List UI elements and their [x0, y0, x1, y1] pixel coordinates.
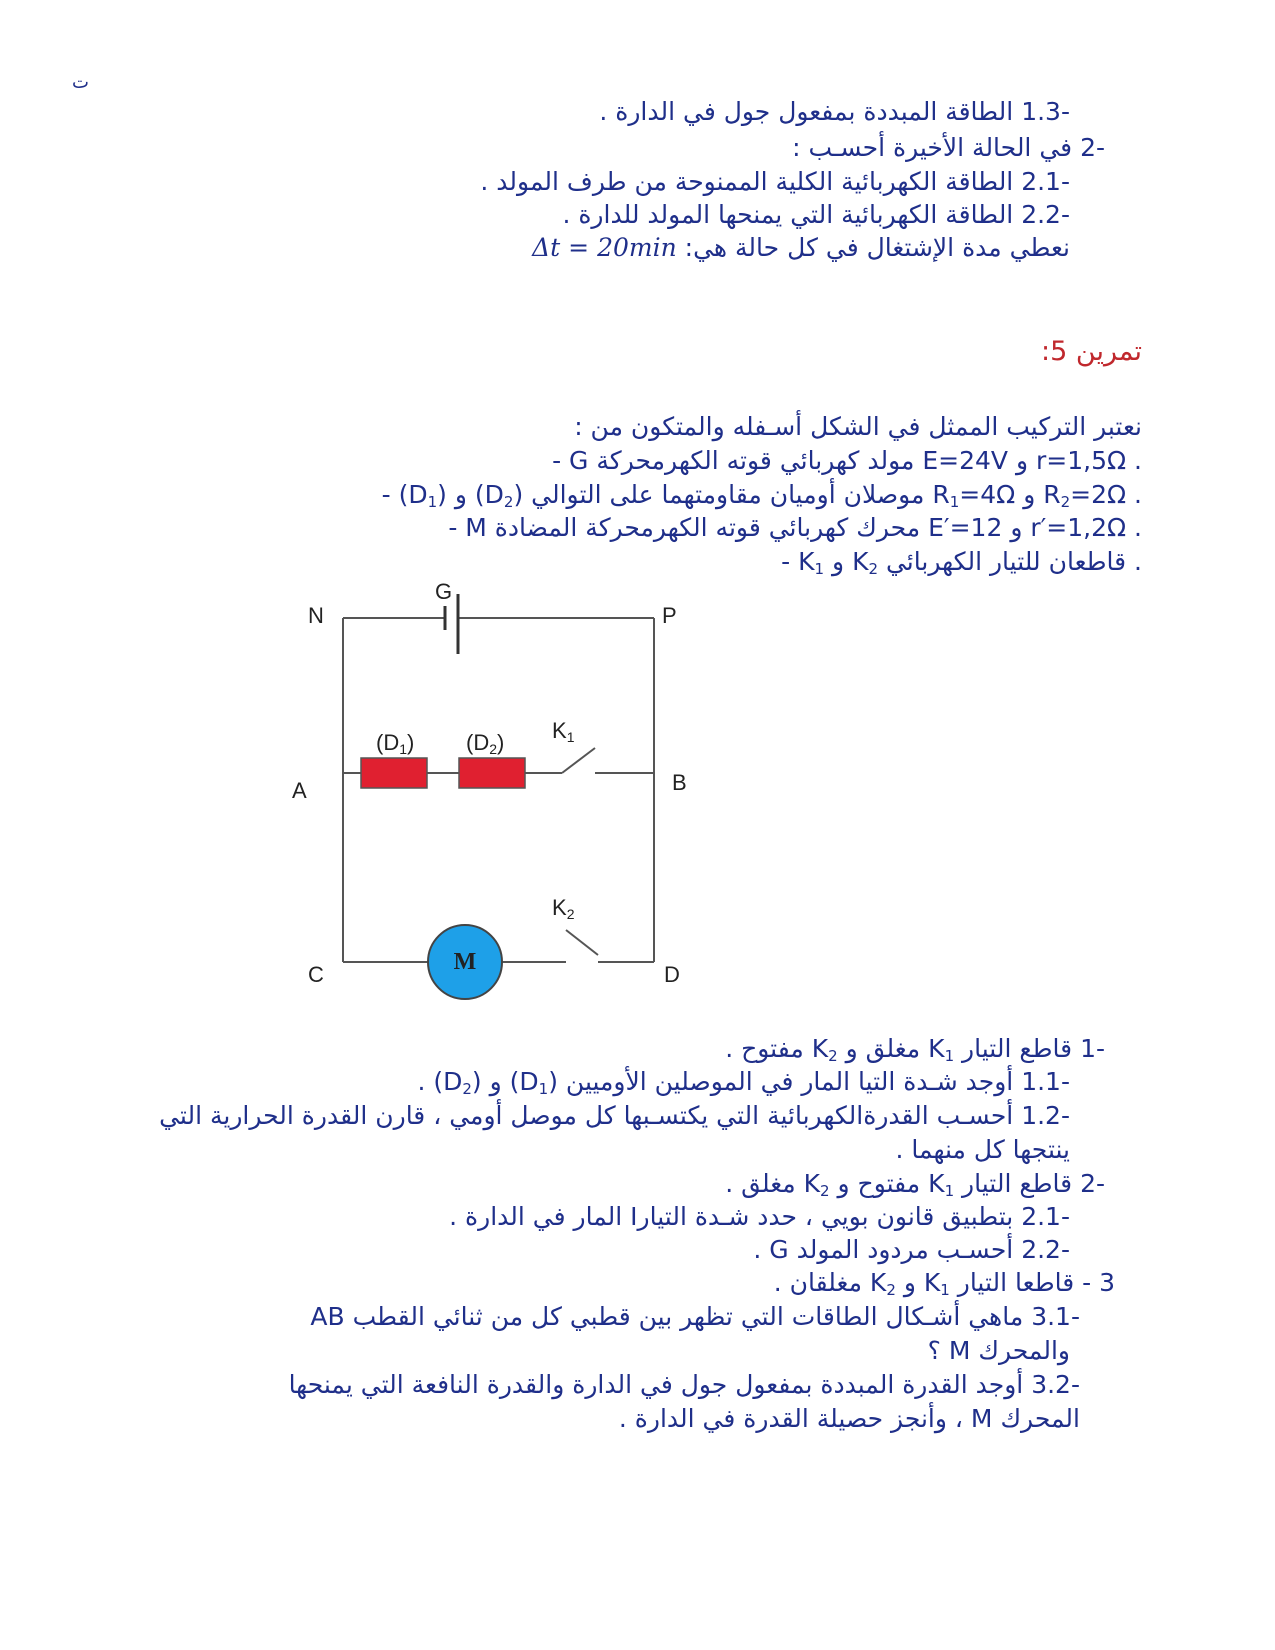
- exercise-title: تمرين 5:: [1041, 336, 1142, 367]
- k2-blade: [566, 930, 598, 955]
- intro-switches: - $K_1$ و $K_2$ قاطعان للتيار الكهربائي .: [781, 547, 1142, 578]
- label-c: C: [308, 962, 324, 987]
- line-2-2-energy-to-circuit: -2.2 الطاقة الكهربائية التي يمنحها المولد للدارة .: [562, 200, 1070, 229]
- label-p: P: [662, 603, 677, 628]
- k1-blade: [562, 748, 595, 773]
- q1-2: -1.2 أحسـب القدرةالكهربائية التي يكتسـبها كل موصل أومي ، قارن القدرة الحرارية التي: [159, 1101, 1070, 1130]
- line-2-1-total-energy: -2.1 الطاقة الكهربائية الكلية الممنوحة من طرف المولد .: [480, 167, 1070, 196]
- label-g: G: [435, 580, 453, 604]
- resistor-d2: [459, 758, 525, 788]
- line-2-compute: -2 في الحالة الأخيرة أحسـب :: [792, 133, 1105, 162]
- label-k2: K2: [552, 895, 575, 922]
- q1: -1 قاطع التيار $K_1$ مغلق و $K_2$ مفتوح .: [725, 1034, 1105, 1065]
- q3: 3 - قاطعا التيار $K_1$ و $K_2$ مغلقان .: [773, 1268, 1115, 1299]
- corner-mark: ت: [72, 72, 89, 93]
- intro-lead: نعتبر التركيب الممثل في الشكل أسـفله والمتكون من :: [574, 412, 1142, 441]
- label-d: D: [664, 962, 680, 987]
- q1-1: -1.1 أوجد شـدة التيا المار في الموصلين الأوميين $(D_1)$ و $(D_2)$ .: [417, 1067, 1070, 1098]
- motor-label: M: [453, 949, 477, 975]
- label-b: B: [672, 770, 687, 795]
- q3-1-cont: والمحرك M ؟: [927, 1336, 1070, 1365]
- q3-2-cont: المحرك M ، وأنجز حصيلة القدرة في الدارة .: [618, 1404, 1080, 1433]
- label-a: A: [292, 778, 307, 803]
- line-1-3-joule-energy: -1.3 الطاقة المبددة بمفعول جول في الدارة .: [599, 97, 1070, 126]
- q1-2-cont: ينتجها كل منهما .: [895, 1135, 1070, 1164]
- resistor-d1: [361, 758, 427, 788]
- intro-resistors: - $(D_1)$ و $(D_2)$ موصلان أوميان مقاومتهما على التوالي $R_1=4\Omega$ و $R_2=2\Omega$ .: [381, 480, 1142, 511]
- label-d2: (D2): [466, 730, 505, 757]
- intro-motor: - M محرك كهربائي قوته الكهرمحركة المضادة E′=12 و r′=1,2Ω .: [448, 513, 1142, 542]
- q3-1: -3.1 ماهي أشـكال الطاقات التي تظهر بين قطبي كل من ثنائي القطب AB: [310, 1302, 1080, 1331]
- q2-2: -2.2 أحسـب مردود المولد G .: [753, 1235, 1070, 1264]
- duration-text: نعطي مدة الإشتغال في كل حالة هي:: [684, 233, 1070, 262]
- intro-generator: - G مولد كهربائي قوته الكهرمحركة E=24V و r=1,5Ω .: [552, 446, 1142, 475]
- duration-line: [532, 231, 1070, 265]
- q2-1: -2.1 بتطبيق قانون بويي ، حدد شـدة التيارI المار في الدارة .: [449, 1202, 1070, 1231]
- duration-formula: Δt = 20min: [532, 233, 677, 262]
- label-k1: K1: [552, 718, 575, 745]
- circuit-diagram: [290, 580, 730, 1010]
- label-n: N: [308, 603, 324, 628]
- q2: -2 قاطع التيار $K_1$ مفتوح و $K_2$ مغلق .: [725, 1169, 1105, 1200]
- q3-2: -3.2 أوجد القدرة المبددة بمفعول جول في الدارة والقدرة النافعة التي يمنحها: [288, 1370, 1080, 1399]
- label-d1: (D1): [376, 730, 415, 757]
